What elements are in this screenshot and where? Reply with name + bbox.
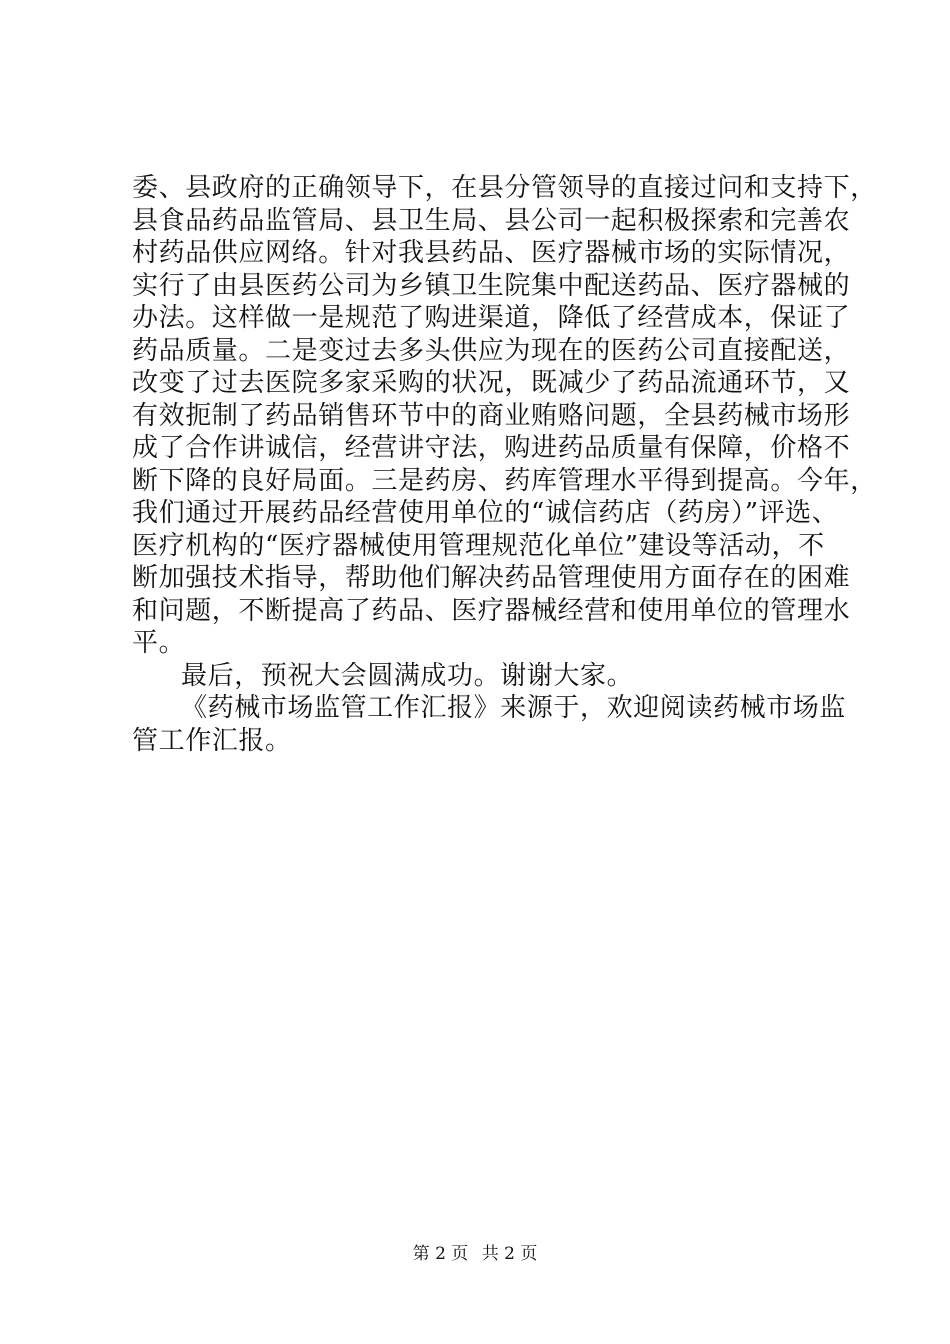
page-footer — [0, 1243, 950, 1265]
text-line: 药品质量。二是变过去多头供应为现在的医药公司直接配送， — [132, 335, 851, 366]
paragraph-1 — [132, 172, 877, 660]
text-line: 改变了过去医院多家采购的状况，既减少了药品流通环节，又 — [132, 368, 851, 398]
text-line: 和问题，不断提高了药品、医疗器械经营和使用单位的管理水 — [132, 595, 851, 626]
text-line: 《药械市场监管工作汇报》来源于，欢迎阅读药械市场监 — [181, 693, 847, 723]
text-line: 县食品药品监管局、县卫生局、县公司一起积极探索和完善农 — [132, 205, 851, 236]
paragraph-3 — [132, 692, 847, 757]
text-line: 医疗机构的“医疗器械使用管理规范化单位”建设等活动，不 — [132, 530, 825, 561]
text-line: 断下降的良好局面。三是药房、药库管理水平得到提高。今年， — [132, 465, 877, 496]
text-line: 平。 — [132, 628, 186, 658]
page-number: 第 2 页 — [412, 1244, 469, 1264]
text-line: 我们通过开展药品经营使用单位的“诚信药店（药房）”评选、 — [132, 498, 839, 528]
text-line: 成了合作讲诚信，经营讲守法，购进药品质量有保障，价格不 — [132, 433, 851, 463]
text-line: 管工作汇报。 — [132, 725, 292, 756]
text-line: 委、县政府的正确领导下，在县分管领导的直接过问和支持下， — [132, 173, 877, 203]
page-total: 共 2 页 — [481, 1244, 538, 1264]
text-line: 有效扼制了药品销售环节中的商业贿赂问题，全县药械市场形 — [132, 400, 851, 431]
document-body — [132, 172, 877, 757]
paragraph-2 — [132, 660, 832, 693]
text-line: 最后，预祝大会圆满成功。谢谢大家。 — [181, 660, 634, 691]
text-line: 断加强技术指导，帮助他们解决药品管理使用方面存在的困难 — [132, 563, 851, 593]
text-line: 实行了由县医药公司为乡镇卫生院集中配送药品、医疗器械的 — [132, 270, 851, 301]
text-line: 村药品供应网络。针对我县药品、医疗器械市场的实际情况， — [132, 238, 851, 268]
text-line: 办法。这样做一是规范了购进渠道，降低了经营成本，保证了 — [132, 303, 851, 333]
